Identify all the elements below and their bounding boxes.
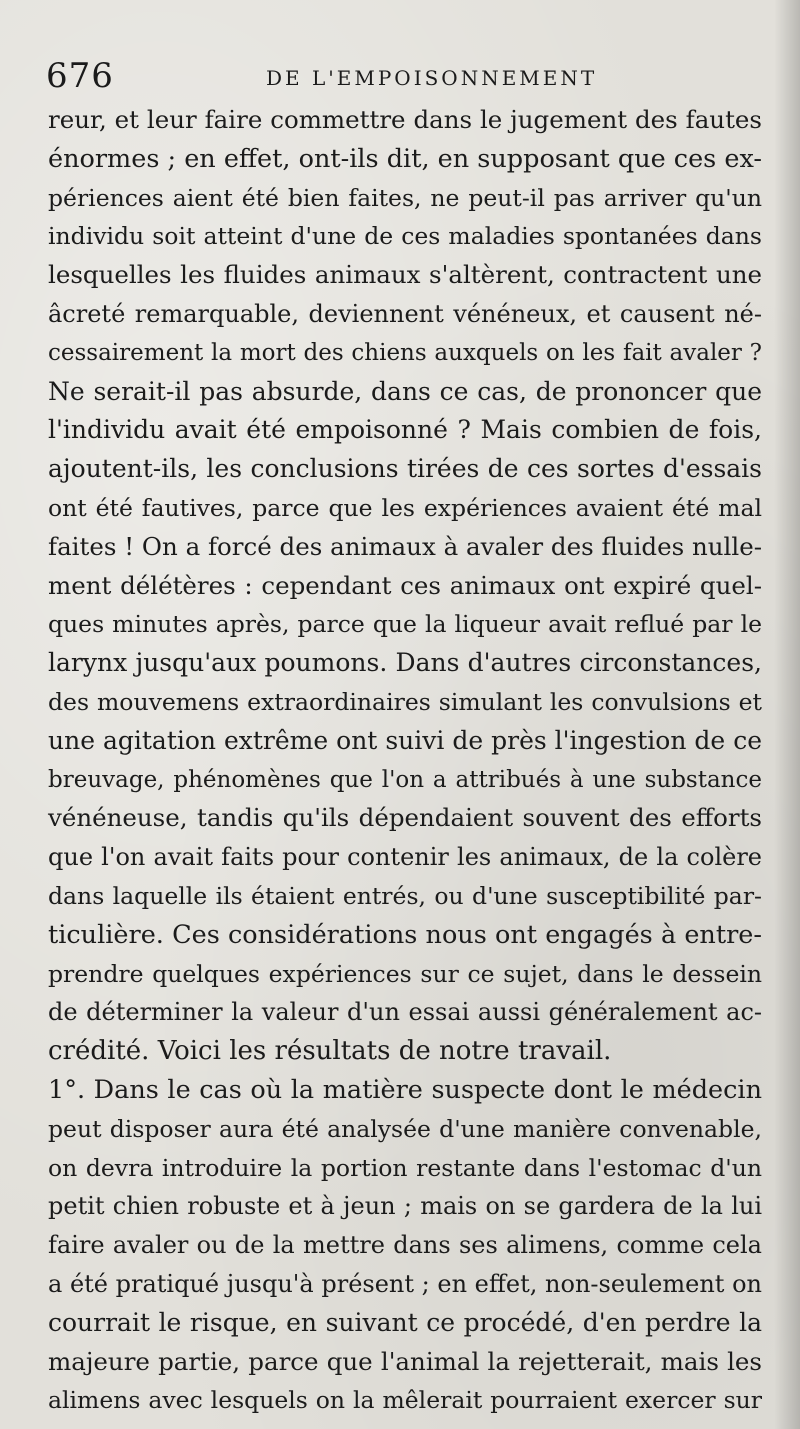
text-line: a été pratiqué jusqu'à présent ; en effet, non-seulement on bbox=[48, 1269, 762, 1298]
text-line: larynx jusqu'aux poumons. Dans d'autres circonstances, bbox=[48, 648, 762, 678]
text-line: breuvage, phénomènes que l'on a attribués à une substance bbox=[48, 766, 762, 793]
text-line: vénéneuse, tandis qu'ils dépendaient souvent des efforts bbox=[48, 803, 762, 833]
text-line: reur, et leur faire commettre dans le jugement des fautes bbox=[48, 105, 762, 134]
text-line: individu soit atteint d'une de ces maladies spontanées dans bbox=[48, 222, 762, 251]
text-line: crédité. Voici les résultats de notre travail. bbox=[48, 1036, 612, 1067]
text-line: peut disposer aura été analysée d'une manière convenable, bbox=[48, 1114, 762, 1143]
text-line: dans laquelle ils étaient entrés, ou d'une susceptibilité par- bbox=[48, 881, 762, 910]
text-line: ques minutes après, parce que la liqueur avait reflué par le bbox=[48, 610, 762, 639]
text-line: lesquelles les fluides animaux s'altèrent, contractent une bbox=[48, 260, 762, 290]
page-number: 676 bbox=[46, 56, 114, 96]
text-line: périences aient été bien faites, ne peut-il pas arriver qu'un bbox=[48, 183, 762, 212]
page-header bbox=[46, 56, 756, 100]
running-head: DE L'EMPOISONNEMENT bbox=[266, 66, 598, 90]
text-line: ajoutent-ils, les conclusions tirées de ces sortes d'essais bbox=[48, 454, 762, 484]
text-line: on devra introduire la portion restante dans l'estomac d'un bbox=[48, 1153, 762, 1182]
text-line: cessairement la mort des chiens auxquels on les fait avaler ? bbox=[48, 339, 762, 366]
text-line: courrait le risque, en suivant ce procédé, d'en perdre la bbox=[48, 1307, 762, 1337]
text-line: ment délétères : cependant ces animaux ont expiré quel- bbox=[48, 570, 762, 600]
body-text bbox=[48, 101, 762, 1420]
text-line: faites ! On a forcé des animaux à avaler des fluides nulle- bbox=[48, 531, 762, 561]
text-line: 1°. Dans le cas où la matière suspecte dont le médecin bbox=[48, 1074, 762, 1105]
text-line: énormes ; en effet, ont-ils dit, en supposant que ces ex- bbox=[48, 143, 763, 174]
text-line: prendre quelques expériences sur ce sujet, dans le dessein bbox=[48, 959, 762, 988]
text-line: faire avaler ou de la mettre dans ses alimens, comme cela bbox=[48, 1231, 762, 1260]
text-line: âcreté remarquable, deviennent vénéneux, et causent né- bbox=[48, 299, 762, 328]
text-line: une agitation extrême ont suivi de près l'ingestion de ce bbox=[48, 725, 762, 755]
text-line: majeure partie, parce que l'animal la rejetterait, mais les bbox=[48, 1346, 762, 1376]
text-line: l'individu avait été empoisonné ? Mais combien de fois, bbox=[48, 415, 762, 445]
text-line: ont été fautives, parce que les expériences avaient été mal bbox=[48, 493, 762, 522]
text-line: petit chien robuste et à jeun ; mais on se gardera de la lui bbox=[48, 1192, 762, 1221]
text-line: Ne serait-il pas absurde, dans ce cas, de prononcer que bbox=[48, 376, 762, 406]
text-line: de déterminer la valeur d'un essai aussi généralement ac- bbox=[48, 998, 762, 1027]
page-edge-shadow bbox=[774, 0, 800, 1429]
text-line: des mouvemens extraordinaires simulant les convulsions et bbox=[48, 687, 762, 716]
text-line: ticulière. Ces considérations nous ont engagés à entre- bbox=[48, 919, 762, 950]
text-line: alimens avec lesquels on la mêlerait pourraient exercer sur bbox=[48, 1386, 762, 1415]
text-line: que l'on avait faits pour contenir les animaux, de la colère bbox=[48, 843, 762, 872]
